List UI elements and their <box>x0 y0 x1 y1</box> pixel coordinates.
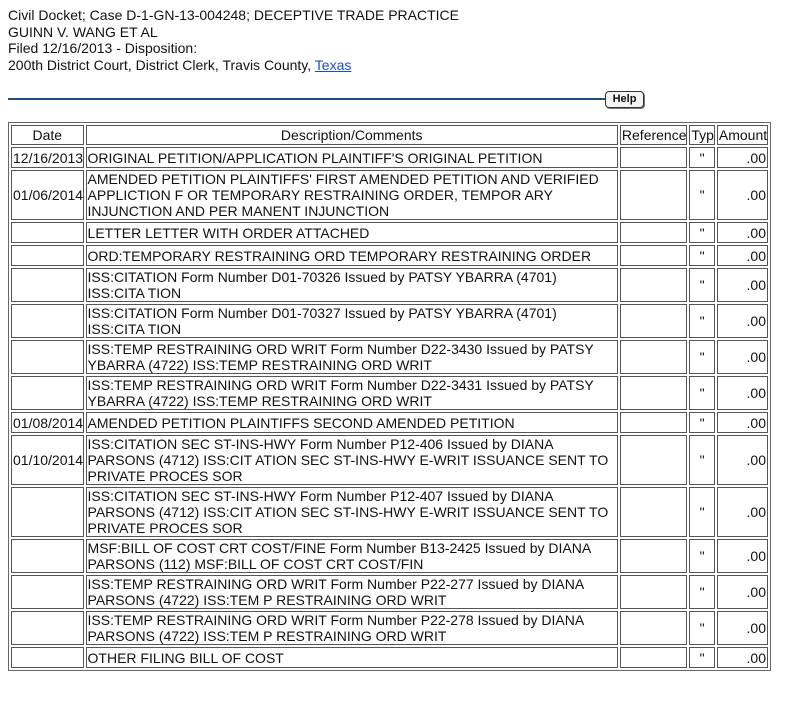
row-reference <box>620 539 687 573</box>
row-reference <box>620 245 687 266</box>
row-reference <box>620 222 687 243</box>
docket-rows <box>11 147 768 668</box>
row-reference <box>620 412 687 433</box>
row-description: ISS:TEMP RESTRAINING ORD WRIT Form Number P22-278 Issued by DIANA PARSONS (4722) ISS:TEM P RESTRAINING ORD WRIT <box>86 611 618 645</box>
row-type: " <box>689 340 715 374</box>
row-amount: .00 <box>717 147 768 168</box>
row-date <box>11 611 84 645</box>
column-header-amount: Amount <box>718 127 768 143</box>
row-reference <box>620 340 687 374</box>
row-amount: .00 <box>717 575 768 609</box>
row-description: ORIGINAL PETITION/APPLICATION PLAINTIFF'S ORIGINAL PETITION <box>86 147 618 168</box>
row-description: LETTER LETTER WITH ORDER ATTACHED <box>86 222 618 243</box>
row-reference <box>620 575 687 609</box>
row-date <box>11 487 84 537</box>
row-amount: .00 <box>717 611 768 645</box>
table-row <box>11 575 768 609</box>
row-description: ISS:CITATION Form Number D01-70327 Issued by PATSY YBARRA (4701) ISS:CITA TION <box>86 304 618 338</box>
row-amount: .00 <box>717 647 768 668</box>
row-date: 01/06/2014 <box>11 170 84 220</box>
row-type: " <box>689 222 715 243</box>
row-description: MSF:BILL OF COST CRT COST/FINE Form Number B13-2425 Issued by DIANA PARSONS (112) MSF:BILL OF COST CRT COST/FIN <box>86 539 618 573</box>
row-amount: .00 <box>717 412 768 433</box>
table-row <box>11 170 768 220</box>
row-amount: .00 <box>717 245 768 266</box>
row-type: " <box>689 376 715 410</box>
row-date <box>11 245 84 266</box>
table-row <box>11 435 768 485</box>
texas-link[interactable]: Texas <box>314 56 352 73</box>
row-date <box>11 575 84 609</box>
row-type: " <box>689 487 715 537</box>
row-description: ISS:TEMP RESTRAINING ORD WRIT Form Number D22-3431 Issued by PATSY YBARRA (4722) ISS:TEMP RESTRAINING ORD WRIT <box>86 376 618 410</box>
row-reference <box>620 170 687 220</box>
row-type: " <box>689 245 715 266</box>
court-info <box>8 57 459 74</box>
row-type: " <box>689 147 715 168</box>
case-title: Civil Docket; Case D-1-GN-13-004248; DECEPTIVE TRADE PRACTICE <box>8 7 459 23</box>
row-reference <box>620 376 687 410</box>
column-header-reference: Reference <box>621 127 687 143</box>
row-type: " <box>689 539 715 573</box>
row-description: ORD:TEMPORARY RESTRAINING ORD TEMPORARY RESTRAINING ORDER <box>86 245 618 266</box>
table-row <box>11 611 768 645</box>
court-name: 200th District Court, District Clerk, Travis County, <box>8 56 315 73</box>
row-date <box>11 340 84 374</box>
filing-info: Filed 12/16/2013 - Disposition: <box>8 40 198 56</box>
row-date <box>11 376 84 410</box>
row-date: 12/16/2013 <box>11 147 84 168</box>
row-amount: .00 <box>717 376 768 410</box>
divider-bar <box>8 91 642 109</box>
case-parties: GUINN V. WANG ET AL <box>8 23 158 40</box>
table-row <box>11 647 768 668</box>
row-reference <box>620 268 687 302</box>
table-row <box>11 412 768 433</box>
column-header-type: Typ <box>691 127 714 143</box>
docket-table <box>8 122 771 671</box>
row-type: " <box>689 575 715 609</box>
row-type: " <box>689 647 715 668</box>
row-reference <box>620 435 687 485</box>
row-date <box>11 647 84 668</box>
row-description: AMENDED PETITION PLAINTIFFS' FIRST AMENDED PETITION AND VERIFIED APPLICTION F OR TEMPORARY RESTRAINING ORDER, TEMPOR ARY INJUNCTION AND PER MANENT INJUNCTION <box>86 170 618 220</box>
row-reference <box>620 304 687 338</box>
row-description: OTHER FILING BILL OF COST <box>86 647 618 668</box>
row-type: " <box>689 412 715 433</box>
row-date <box>11 222 84 243</box>
column-header-date: Date <box>11 125 84 145</box>
table-row <box>11 539 768 573</box>
row-description: ISS:CITATION SEC ST-INS-HWY Form Number P12-406 Issued by DIANA PARSONS (4712) ISS:CIT ATION SEC ST-INS-HWY E-WRIT ISSUANCE SENT TO PRIVATE PROCES SOR <box>86 435 618 485</box>
row-amount: .00 <box>717 487 768 537</box>
row-reference <box>620 147 687 168</box>
table-header-row <box>11 125 768 145</box>
table-row <box>11 222 768 243</box>
table-row <box>11 245 768 266</box>
row-amount: .00 <box>717 340 768 374</box>
row-description: ISS:TEMP RESTRAINING ORD WRIT Form Number D22-3430 Issued by PATSY YBARRA (4722) ISS:TEMP RESTRAINING ORD WRIT <box>86 340 618 374</box>
horizontal-rule <box>8 98 606 100</box>
row-type: " <box>689 435 715 485</box>
column-header-description: Description/Comments <box>86 125 618 145</box>
row-type: " <box>689 268 715 302</box>
row-date <box>11 304 84 338</box>
case-header <box>8 7 459 73</box>
row-description: ISS:CITATION Form Number D01-70326 Issued by PATSY YBARRA (4701) ISS:CITA TION <box>86 268 618 302</box>
row-date: 01/08/2014 <box>11 412 84 433</box>
row-date <box>11 268 84 302</box>
row-amount: .00 <box>717 222 768 243</box>
help-button[interactable]: Help <box>605 91 644 108</box>
row-reference <box>620 611 687 645</box>
table-row <box>11 487 768 537</box>
table-row <box>11 268 768 302</box>
table-row <box>11 304 768 338</box>
row-reference <box>620 647 687 668</box>
table-row <box>11 147 768 168</box>
row-amount: .00 <box>717 539 768 573</box>
row-type: " <box>689 170 715 220</box>
row-type: " <box>689 611 715 645</box>
row-amount: .00 <box>717 170 768 220</box>
row-description: ISS:TEMP RESTRAINING ORD WRIT Form Number P22-277 Issued by DIANA PARSONS (4722) ISS:TEM P RESTRAINING ORD WRIT <box>86 575 618 609</box>
table-row <box>11 376 768 410</box>
row-type: " <box>689 304 715 338</box>
row-date <box>11 539 84 573</box>
row-description: ISS:CITATION SEC ST-INS-HWY Form Number P12-407 Issued by DIANA PARSONS (4712) ISS:CIT ATION SEC ST-INS-HWY E-WRIT ISSUANCE SENT TO PRIVATE PROCES SOR <box>86 487 618 537</box>
table-row <box>11 340 768 374</box>
row-date: 01/10/2014 <box>11 435 84 485</box>
row-amount: .00 <box>717 435 768 485</box>
row-amount: .00 <box>717 268 768 302</box>
row-description: AMENDED PETITION PLAINTIFFS SECOND AMENDED PETITION <box>86 412 618 433</box>
row-amount: .00 <box>717 304 768 338</box>
row-reference <box>620 487 687 537</box>
